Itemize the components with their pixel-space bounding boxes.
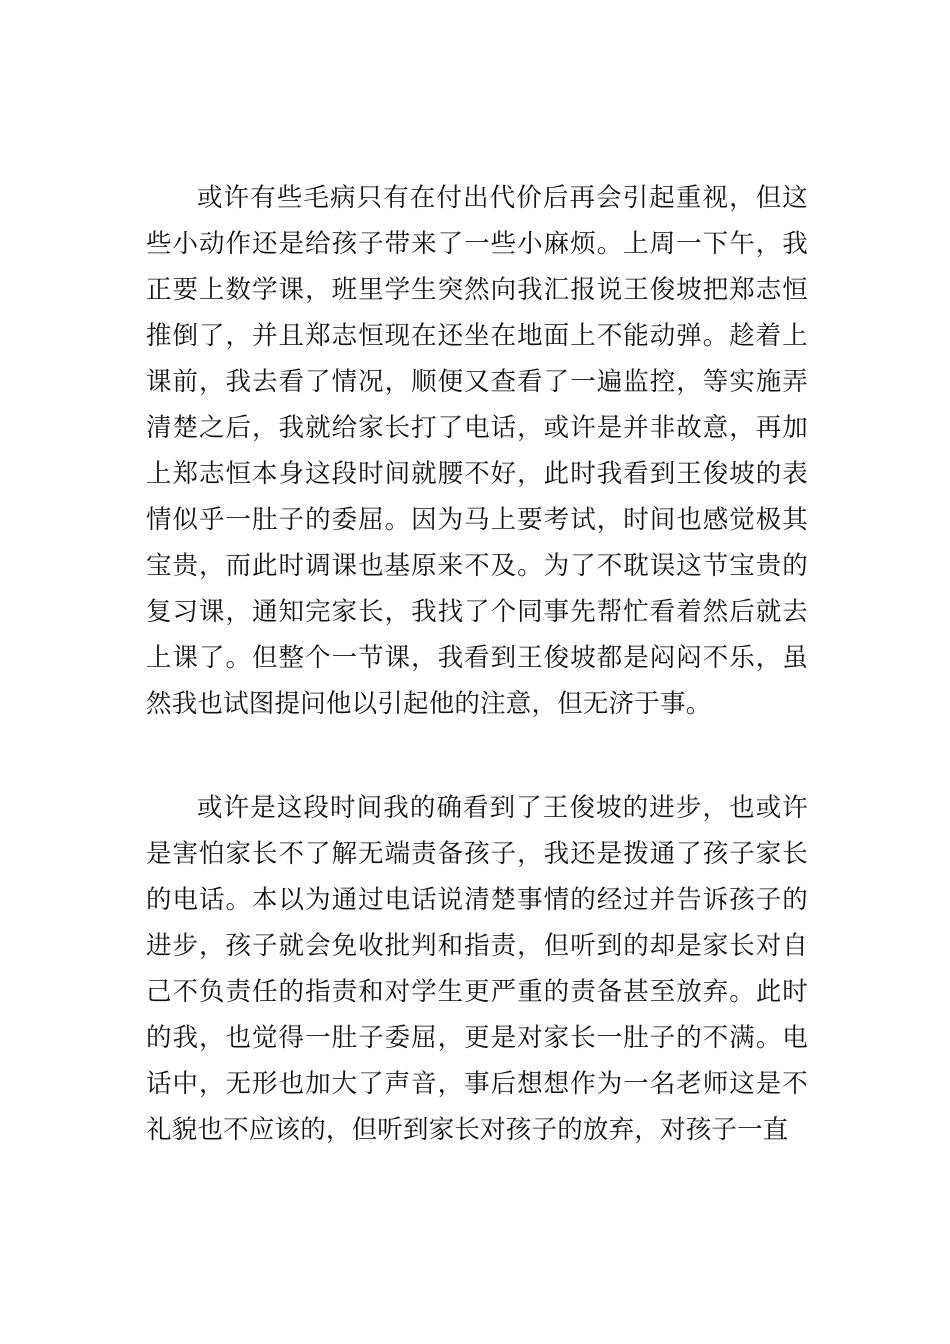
paragraph-2: 或许是这段时间我的确看到了王俊坡的进步，也或许是害怕家长不了解无端责备孩子，我还是拨通了孩子家长的电话。本以为通过电话说清楚事情的经过并告诉孩子的进步，孩子就会免收批判和指责，但听到的却是家长对自己不负责任的指责和对学生更严重的责备甚至放弃。此时的我，也觉得一肚子委屈，更是对家长一肚子的不满。电话中，无形也加大了声音，事后想想作为一名老师这是不礼貌也不应该的，但听到家长对孩子的放弃，对孩子一直 [146,793,808,1145]
paragraph-1: 或许有些毛病只有在付出代价后再会引起重视，但这些小动作还是给孩子带来了一些小麻烦。上周一下午，我正要上数学课，班里学生突然向我汇报说王俊坡把郑志恒推倒了，并且郑志恒现在还坐在地面上不能动弹。趁着上课前，我去看了情况，顺便又查看了一遍监控，等实施弄清楚之后，我就给家长打了电话，或许是并非故意，再加上郑志恒本身这段时间就腰不好，此时我看到王俊坡的表情似乎一肚子的委屈。因为马上要考试，时间也感觉极其宝贵，而此时调课也基原来不及。为了不耽误这节宝贵的复习课，通知完家长，我找了个同事先帮忙看着然后就去上课了。但整个一节课，我看到王俊坡都是闷闷不乐，虽然我也试图提问他以引起他的注意，但无济于事。 [146,183,808,719]
document-body [146,175,808,1153]
paragraph-spacer [146,727,808,785]
